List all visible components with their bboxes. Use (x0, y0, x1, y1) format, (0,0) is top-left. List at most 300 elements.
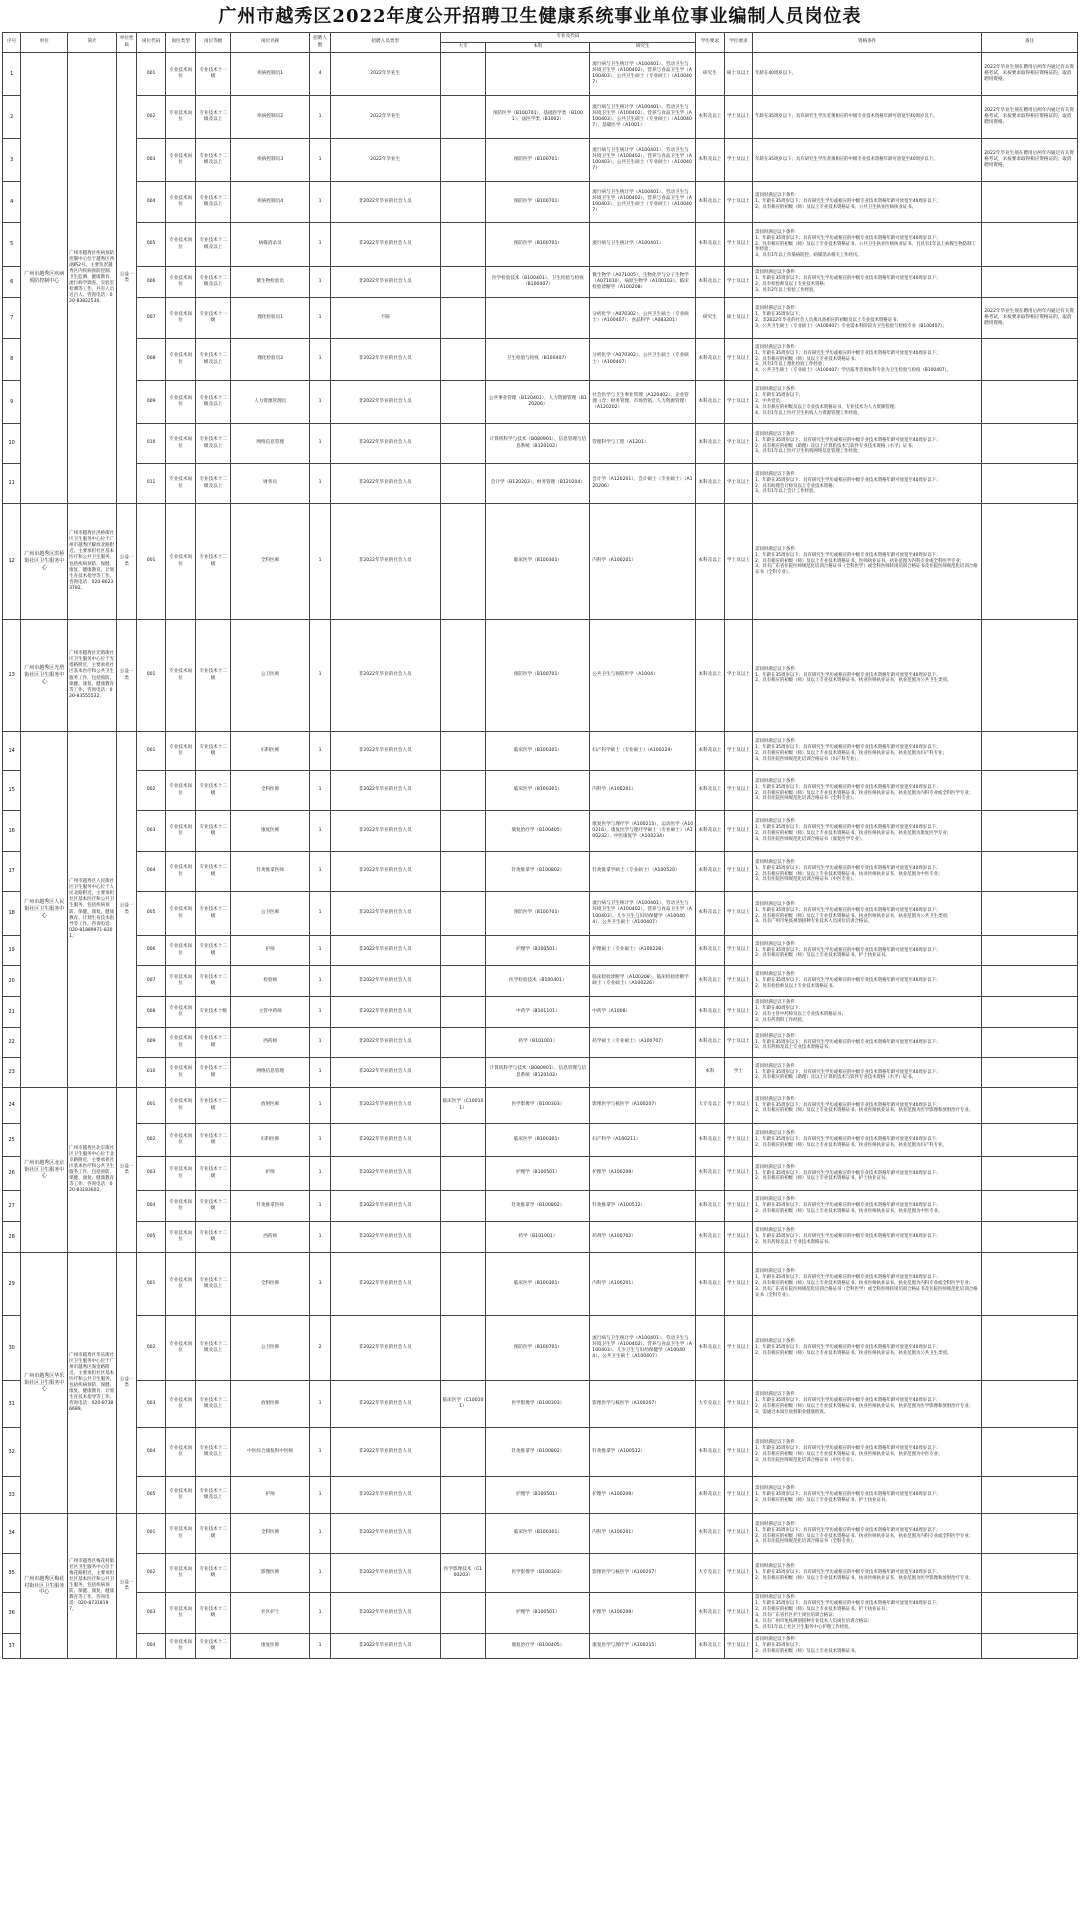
post-target: 非2022年毕业的社会人员 (330, 1157, 440, 1191)
major-benke: 会计学（B120203）、财务管理（B120204） (486, 464, 590, 504)
qualification-requirements: 需同时满足以下条件： 1、年龄在35周岁以下；具有研究生学历或相应的中级专业技术资格年龄可放宽至40周岁以下； 2、具有检验师及以上专业技术资格证书。 (753, 966, 982, 997)
post-type: 专业技术岗位 (165, 1514, 196, 1554)
row-seq: 27 (3, 1191, 21, 1222)
header-dazhuan: 大专 (440, 43, 486, 53)
qualification-requirements: 需同时满足以下条件： 1、年龄在35周岁以下；具有研究生学历或相应的中级专业技术资格年龄可放宽至40周岁以下； 2、具有药师及以上专业技术资格证书。 (753, 1222, 982, 1253)
edu-requirement: 本科及以上 (696, 811, 725, 852)
post-code: 001 (137, 1253, 166, 1316)
row-seq: 2 (3, 96, 21, 139)
post-count: 1 (310, 298, 330, 339)
post-name: 针灸推拿医师 (230, 1191, 309, 1222)
degree-requirement: 学士及以上 (724, 1088, 753, 1124)
post-level: 专业技术十二级及以上 (196, 464, 231, 504)
major-dazhuan (440, 504, 486, 620)
remarks: 2022年毕业生须在聘用后两年内通过有关资格考试，未按要求取得相应资格证的，取消聘用资格。 (982, 96, 1078, 139)
post-count: 1 (310, 223, 330, 267)
major-benke: 临床医学（B100301） (486, 1253, 590, 1316)
post-type: 专业技术岗位 (165, 852, 196, 892)
post-code: 002 (137, 771, 166, 811)
post-target: 非2022年毕业的社会人员 (330, 732, 440, 771)
post-type: 专业技术岗位 (165, 96, 196, 139)
qualification-requirements: 需同时满足以下条件： 1、年龄在35周岁以下；具有研究生学历或相应的中级专业技术资格年龄可放宽至40周岁以下； 2、具有相应的初级（师）及以上专业技术资格证书、执业医师执业证书，执业范围为公共卫生类别。 (753, 1316, 982, 1381)
degree-requirement: 学士及以上 (724, 182, 753, 223)
major-yanjiusheng: 流行病与卫生统计学（A100401）、劳动卫生与环境卫生学（A100402）、营养与食品卫生学（A100403）、公共卫生硕士（专业硕士）（A100407） (590, 182, 696, 223)
edu-requirement: 本科及以上 (696, 892, 725, 936)
major-benke: 药学（B101001） (486, 1222, 590, 1253)
post-target: 非2022年毕业的社会人员 (330, 1253, 440, 1316)
qualification-requirements: 需同时满足以下条件： 1、年龄在35周岁以下； 2、具有相应的初级（师）及以上专业技术资格证书。 (753, 1634, 982, 1659)
post-name: 疾病控制员2 (230, 96, 309, 139)
row-seq: 5 (3, 223, 21, 267)
table-row (3, 1381, 1078, 1428)
post-target: 2022年毕业生 (330, 139, 440, 182)
row-seq: 35 (3, 1554, 21, 1593)
post-code: 001 (137, 620, 166, 732)
major-benke: 预防医学（B100701） (486, 139, 590, 182)
post-count: 1 (310, 1554, 330, 1593)
table-row (3, 966, 1078, 997)
degree-requirement: 学士及以上 (724, 852, 753, 892)
post-name: 公卫医师 (230, 892, 309, 936)
post-level: 专业技术十二级 (196, 1191, 231, 1222)
post-code: 003 (137, 1593, 166, 1634)
post-name: 护师 (230, 1157, 309, 1191)
post-code: 010 (137, 1058, 166, 1088)
row-seq: 7 (3, 298, 21, 339)
row-seq: 6 (3, 267, 21, 298)
table-row (3, 1157, 1078, 1191)
post-target: 非2022年毕业的社会人员 (330, 1428, 440, 1477)
table-row (3, 892, 1078, 936)
header-requirements: 资格条件 (753, 33, 982, 53)
row-seq: 29 (3, 1253, 21, 1316)
post-target: 非2022年毕业的社会人员 (330, 267, 440, 298)
post-code: 005 (137, 892, 166, 936)
post-code: 003 (137, 139, 166, 182)
table-row (3, 852, 1078, 892)
major-benke: 医学影像学（B100303） (486, 1554, 590, 1593)
post-code: 004 (137, 1428, 166, 1477)
post-type: 专业技术岗位 (165, 1058, 196, 1088)
edu-requirement: 本科及以上 (696, 96, 725, 139)
post-name: 检验师 (230, 966, 309, 997)
post-count: 1 (310, 1088, 330, 1124)
post-target: 不限 (330, 298, 440, 339)
post-count: 1 (310, 1634, 330, 1659)
header-count: 招聘人数 (310, 33, 330, 53)
major-yanjiusheng: 流行病与卫生统计学（A100401）、劳动卫生与环境卫生学（A100402）、营养与食品卫生学（A100403）、儿少卫生与妇幼保健学（A100404）、公共卫生硕士（A100407） (590, 892, 696, 936)
major-yanjiusheng: 中药学（A1008） (590, 997, 696, 1028)
post-level: 专业技术十二级 (196, 892, 231, 936)
unit-nature: 公益一类 (116, 1253, 136, 1514)
post-type: 专业技术岗位 (165, 381, 196, 424)
degree-requirement: 学士及以上 (724, 1222, 753, 1253)
post-level: 专业技术十一级 (196, 53, 231, 96)
post-target: 非2022年毕业的社会人员 (330, 464, 440, 504)
row-seq: 34 (3, 1514, 21, 1554)
post-type: 专业技术岗位 (165, 53, 196, 96)
post-code: 011 (137, 464, 166, 504)
post-name: 理化检验员1 (230, 298, 309, 339)
row-seq: 18 (3, 892, 21, 936)
post-code: 008 (137, 339, 166, 381)
degree-requirement: 学士及以上 (724, 504, 753, 620)
post-count: 1 (310, 139, 330, 182)
degree-requirement: 学士及以上 (724, 1477, 753, 1514)
major-dazhuan (440, 1253, 486, 1316)
header-post-code: 岗位代码 (137, 33, 166, 53)
degree-requirement: 学士及以上 (724, 1316, 753, 1381)
post-type: 专业技术岗位 (165, 1088, 196, 1124)
row-seq: 33 (3, 1477, 21, 1514)
post-code: 001 (137, 1088, 166, 1124)
post-type: 专业技术岗位 (165, 1124, 196, 1157)
major-dazhuan (440, 464, 486, 504)
post-name: 全科医师 (230, 1253, 309, 1316)
major-dazhuan (440, 936, 486, 966)
major-dazhuan (440, 1316, 486, 1381)
major-dazhuan (440, 1124, 486, 1157)
table-row (3, 298, 1078, 339)
edu-requirement: 大专及以上 (696, 1554, 725, 1593)
major-benke: 药学（B101001） (486, 1028, 590, 1058)
post-name: 疾病控制员4 (230, 182, 309, 223)
major-benke: 预防医学（B100701）、基础医学类（B1001）、法医学类（B1002） (486, 96, 590, 139)
post-type: 专业技术岗位 (165, 936, 196, 966)
table-row (3, 1593, 1078, 1634)
table-row (3, 223, 1078, 267)
qualification-requirements: 需同时满足以下条件： 1、年龄在35周岁以下；具有研究生学历或相应的中级专业技术资格年龄可放宽至40周岁以下； 2、具有相应的初级（师）及以上专业技术资格证书、执业医师执业证书，执业范围为医学影像和放射治疗专业。 (753, 1088, 982, 1124)
post-level: 专业技术十二级及以上 (196, 182, 231, 223)
post-type: 专业技术岗位 (165, 771, 196, 811)
post-level: 专业技术十二级 (196, 966, 231, 997)
post-code: 004 (137, 1191, 166, 1222)
post-level: 专业技术十二级 (196, 732, 231, 771)
post-level: 专业技术十二级 (196, 1028, 231, 1058)
major-yanjiusheng: 护理学（A100209） (590, 1157, 696, 1191)
table-row (3, 1028, 1078, 1058)
table-row (3, 139, 1078, 182)
unit-intro: 广州市越秀区梅花村街社区卫生服务中心位于梅花路附近，主要承担社区基本医疗和公共卫生服务，包括疾病预防、保健、康复、健康教育等工作。咨询电话：020-87318197。 (68, 1514, 117, 1659)
major-yanjiusheng: 内科学（A100201） (590, 771, 696, 811)
qualification-requirements: 需同时满足以下条件： 1、年龄在35周岁以下；具有研究生学历或相应的中级专业技术资格年龄可放宽至40周岁以下； 2、具有相应的初级（师）及以上专业技术资格证书、执业医师执业证书，执业范围为内科专业或全科医学专业； 3、具有广东省住院医师规范化培训合格证书（全科医学）或全科医师转岗培训合格证书及住院医师规范化培训合格证书（全科专业）。 (753, 1253, 982, 1316)
post-level: 专业技术十二级及以上 (196, 1316, 231, 1381)
edu-requirement: 大专及以上 (696, 1088, 725, 1124)
major-dazhuan (440, 1514, 486, 1554)
post-code: 009 (137, 381, 166, 424)
post-target: 非2022年毕业的社会人员 (330, 1634, 440, 1659)
post-name: 中医综合康复科中医师 (230, 1428, 309, 1477)
qualification-requirements: 需同时满足以下条件： 1、年龄在35周岁以下；具有研究生学历或相应的中级专业技术资格年龄可放宽至40周岁以下； 2、具有相应的初级（师）及以上专业技术资格证书、公共卫生执业医师执业证书，且具有1年以上病媒生物防制工作经验； 3、具有1年以上传染病防控、病媒消杀相关工作经历。 (753, 223, 982, 267)
edu-requirement: 研究生 (696, 53, 725, 96)
qualification-requirements: 需同时满足以下条件： 1、年龄在35周岁以下；具有研究生学历或相应的中级专业技术资格年龄可放宽至40周岁以下； 2、具有相应的初级（师）及以上专业技术资格证书、护士执业证书。 (753, 936, 982, 966)
unit-intro: 广州市越秀区人民街社区卫生服务中心位于人民北路附近，主要承担社区基本医疗和公共卫生服务，包括疾病预防、保健、康复、健康教育、计划生育技术指导等工作。咨询电话：020-81889971-8301。 (68, 732, 117, 1088)
edu-requirement: 本科及以上 (696, 424, 725, 464)
major-dazhuan (440, 1428, 486, 1477)
post-target: 非2022年毕业的社会人员 (330, 620, 440, 732)
post-target: 非2022年毕业的社会人员 (330, 1058, 440, 1088)
post-level: 专业技术十级 (196, 997, 231, 1028)
header-post-type: 岗位类型 (165, 33, 196, 53)
edu-requirement: 本科及以上 (696, 139, 725, 182)
edu-requirement: 本科及以上 (696, 504, 725, 620)
post-code: 001 (137, 53, 166, 96)
post-target: 非2022年毕业的社会人员 (330, 852, 440, 892)
post-code: 002 (137, 1554, 166, 1593)
post-name: 妇科医师 (230, 732, 309, 771)
post-level: 专业技术十二级 (196, 936, 231, 966)
post-code: 004 (137, 182, 166, 223)
post-code: 001 (137, 1514, 166, 1554)
major-yanjiusheng: 公共卫生与预防医学（A1004） (590, 620, 696, 732)
remarks (982, 504, 1078, 620)
post-target: 非2022年毕业的社会人员 (330, 1222, 440, 1253)
major-dazhuan (440, 771, 486, 811)
post-type: 专业技术岗位 (165, 1028, 196, 1058)
major-dazhuan (440, 1477, 486, 1514)
post-type: 专业技术岗位 (165, 811, 196, 852)
post-name: 全科医师 (230, 771, 309, 811)
remarks (982, 1222, 1078, 1253)
degree-requirement: 学士及以上 (724, 936, 753, 966)
post-name: 放射医师 (230, 1381, 309, 1428)
post-code: 006 (137, 267, 166, 298)
post-level: 专业技术十二级 (196, 1222, 231, 1253)
degree-requirement: 学士及以上 (724, 96, 753, 139)
unit-name: 广州市越秀区华乐街社区卫生服务中心 (21, 1253, 68, 1514)
post-target: 非2022年毕业的社会人员 (330, 1381, 440, 1428)
post-count: 1 (310, 892, 330, 936)
post-name: 公卫医师 (230, 620, 309, 732)
post-name: 妇科医师 (230, 1124, 309, 1157)
table-row (3, 1634, 1078, 1659)
remarks (982, 223, 1078, 267)
edu-requirement: 本科及以上 (696, 1514, 725, 1554)
post-level: 专业技术十二级 (196, 1058, 231, 1088)
post-count: 1 (310, 267, 330, 298)
header-yanjiusheng: 研究生 (590, 43, 696, 53)
unit-nature: 公益一类 (116, 504, 136, 620)
header-major-group: 专业及代码 (440, 33, 695, 43)
qualification-requirements: 需同时满足以下条件： 1、年龄在35周岁以下；具有研究生学历或相应的中级专业技术资格年龄可放宽至40周岁以下； 2、具有检验师及以上专业技术资格； 3、具有2年以上检验工作经验。 (753, 267, 982, 298)
post-count: 1 (310, 381, 330, 424)
post-code: 001 (137, 504, 166, 620)
major-yanjiusheng: 康复医学与理疗学（A100215） (590, 1634, 696, 1659)
post-type: 专业技术岗位 (165, 1157, 196, 1191)
degree-requirement: 学士及以上 (724, 1124, 753, 1157)
degree-requirement: 学士及以上 (724, 339, 753, 381)
post-name: 疾病控制员3 (230, 139, 309, 182)
post-count: 1 (310, 96, 330, 139)
major-yanjiusheng: 妇产科学硕士（专业硕士）（A100229） (590, 732, 696, 771)
post-name: 西药师 (230, 1028, 309, 1058)
table-row (3, 339, 1078, 381)
unit-nature: 公益一类 (116, 1088, 136, 1253)
header-seq: 序号 (3, 33, 21, 53)
post-level: 专业技术十二级及以上 (196, 381, 231, 424)
document-title: 广州市越秀区2022年度公开招聘卫生健康系统事业单位事业编制人员岗位表 (218, 6, 862, 27)
post-count: 1 (310, 1381, 330, 1428)
major-yanjiusheng: 影像医学与核医学（A100207） (590, 1088, 696, 1124)
unit-intro: 广州市越秀区北京街社区卫生服务中心位于北京路附近，主要承担社区基本医疗和公共卫生服务工作，包括预防、保健、康复、健康教育等工作。咨询电话：020-83183602。 (68, 1088, 117, 1253)
post-type: 专业技术岗位 (165, 464, 196, 504)
row-seq: 36 (3, 1593, 21, 1634)
remarks (982, 1157, 1078, 1191)
qualification-requirements: 年龄在35周岁以下；具有研究生学历者须相应的中级专业技术资格年龄可放宽至40周岁以下。 (753, 96, 982, 139)
qualification-requirements: 需同时满足以下条件： 1、年龄在35周岁以下；具有研究生学历或相应的中级专业技术资格年龄可放宽至40周岁以下； 2、具有相应的初级（师）及以上专业技术资格证书、执业医师执业证书，执业范围为医学影像和放射治疗专业。 (753, 1554, 982, 1593)
row-seq: 20 (3, 966, 21, 997)
post-code: 003 (137, 1381, 166, 1428)
major-benke: 医学检验技术（B100401） (486, 966, 590, 997)
post-target: 非2022年毕业的社会人员 (330, 339, 440, 381)
major-benke: 医学影像学（B100303） (486, 1088, 590, 1124)
major-benke: 临床医学（B100301） (486, 504, 590, 620)
post-type: 专业技术岗位 (165, 504, 196, 620)
header-intro: 简介 (68, 33, 117, 53)
post-level: 专业技术十二级 (196, 811, 231, 852)
post-target: 非2022年毕业的社会人员 (330, 771, 440, 811)
row-seq: 31 (3, 1381, 21, 1428)
degree-requirement: 学士及以上 (724, 1191, 753, 1222)
remarks (982, 1253, 1078, 1316)
row-seq: 17 (3, 852, 21, 892)
qualification-requirements: 需同时满足以下条件： 1、年龄在35周岁以下； 2、中共党员； 3、具有相应的初级及以上专业技术资格证书，专业技术为人力资源管理； 4、具有1年以上医疗卫生机构人力资源管理工作经验。 (753, 381, 982, 424)
major-yanjiusheng: 流行病与卫生统计学（A100401）、劳动卫生与环境卫生学（A100402）、营养与食品卫生学（A100403）、儿少卫生与妇幼保健学（A100404）、公共卫生硕士（A100407） (590, 1316, 696, 1381)
post-target: 非2022年毕业的社会人员 (330, 1088, 440, 1124)
row-seq: 14 (3, 732, 21, 771)
major-yanjiusheng: 流行病与卫生统计学（A100401）、劳动卫生与环境卫生学（A100402）、营养与食品卫生学（A100403）、公共卫生硕士（专业硕士）（A100407） (590, 53, 696, 96)
edu-requirement: 本科及以上 (696, 936, 725, 966)
post-count: 1 (310, 1028, 330, 1058)
post-type: 专业技术岗位 (165, 223, 196, 267)
qualification-requirements: 需同时满足以下条件： 1、年龄在35周岁以下；具有研究生学历或相应的中级专业技术资格年龄可放宽至40周岁以下； 2、具有药师及以上专业技术资格证书。 (753, 1028, 982, 1058)
major-benke: 临床医学（B100301） (486, 1124, 590, 1157)
post-target: 非2022年毕业的社会人员 (330, 381, 440, 424)
major-yanjiusheng: 流行病与卫生统计学（A100401）、劳动卫生与环境卫生学（A100402）、营养与食品卫生学（A100403）、公共卫生硕士（专业硕士）（A100407）、基础医学（A1001） (590, 96, 696, 139)
degree-requirement: 学士及以上 (724, 464, 753, 504)
remarks (982, 182, 1078, 223)
post-name: 网络信息管理 (230, 1058, 309, 1088)
post-target: 非2022年毕业的社会人员 (330, 1316, 440, 1381)
major-dazhuan (440, 53, 486, 96)
post-name: 放射医师 (230, 1088, 309, 1124)
post-code: 003 (137, 1157, 166, 1191)
major-benke: 护理学（B100501） (486, 936, 590, 966)
major-dazhuan (440, 1191, 486, 1222)
qualification-requirements: 需同时满足以下条件： 1、年龄在35周岁以下；具有研究生学历或相应的中级专业技术资格年龄可放宽至40周岁以下； 2、具有相应的初级（师）及以上专业技术资格证书、护士执业证书。 (753, 1157, 982, 1191)
post-level: 专业技术十二级 (196, 1157, 231, 1191)
edu-requirement: 本科及以上 (696, 223, 725, 267)
post-count: 1 (310, 1191, 330, 1222)
qualification-requirements: 需同时满足以下条件： 1、年龄在35周岁以下；具有研究生学历或相应的中级专业技术资格年龄可放宽至40周岁以下； 2、具有相应的初级（师）及以上专业技术资格证书、执业医师执业证书，执业范围为医学影像和放射治疗专业； 3、需通过本岗位放射职业健康检查。 (753, 1381, 982, 1428)
major-yanjiusheng: 内科学（A100201） (590, 504, 696, 620)
major-yanjiusheng: 流行病与卫生统计学（A100401）、劳动卫生与环境卫生学（A100402）、营养与食品卫生学（A100403）、公共卫生硕士（专业硕士）（A100407） (590, 139, 696, 182)
row-seq: 26 (3, 1157, 21, 1191)
remarks (982, 424, 1078, 464)
post-count: 1 (310, 464, 330, 504)
row-seq: 32 (3, 1428, 21, 1477)
post-target: 非2022年毕业的社会人员 (330, 1028, 440, 1058)
post-code: 006 (137, 936, 166, 966)
post-type: 专业技术岗位 (165, 966, 196, 997)
major-dazhuan (440, 997, 486, 1028)
table-row (3, 504, 1078, 620)
degree-requirement: 学士及以上 (724, 1428, 753, 1477)
qualification-requirements: 需同时满足以下条件： 1、年龄在35周岁以下；具有研究生学历或相应的中级专业技术资格年龄可放宽至40周岁以下； 2、具有相应的初级（师）及以上专业技术资格证书、执业医师执业证书，执业范围为内科专业或全科医学专业； 3、具有住院医师规范化培训合格证书（全科专业）。 (753, 1514, 982, 1554)
major-benke: 护理学（B100501） (486, 1477, 590, 1514)
post-type: 专业技术岗位 (165, 732, 196, 771)
major-dazhuan (440, 620, 486, 732)
major-benke: 卫生检验与检疫（B100407） (486, 339, 590, 381)
qualification-requirements: 年龄在40周岁以下。 (753, 53, 982, 96)
table-row (3, 1124, 1078, 1157)
remarks (982, 1428, 1078, 1477)
post-level: 专业技术十二级 (196, 852, 231, 892)
post-name: 主管中药师 (230, 997, 309, 1028)
qualification-requirements: 需同时满足以下条件： 1、年龄在35周岁以下；具有研究生学历或相应的中级专业技术资格年龄可放宽至40周岁以下； 2、具有助理会计师及以上专业技术资格； 3、具有1年以上会计工作经验。 (753, 464, 982, 504)
edu-requirement: 本科及以上 (696, 852, 725, 892)
post-name: 影像医师 (230, 1554, 309, 1593)
post-level: 专业技术十二级 (196, 771, 231, 811)
remarks (982, 381, 1078, 424)
major-dazhuan (440, 424, 486, 464)
row-seq: 9 (3, 381, 21, 424)
degree-requirement: 硕士及以上 (724, 53, 753, 96)
unit-nature: 公益一类 (116, 53, 136, 504)
major-benke (486, 298, 590, 339)
post-count: 1 (310, 1157, 330, 1191)
qualification-requirements: 需同时满足以下条件： 1、年龄在40周岁以下； 2、具有主管中药师及以上专业技术资格证书； 3、具有药剂科工作经验。 (753, 997, 982, 1028)
remarks (982, 771, 1078, 811)
table-row (3, 1222, 1078, 1253)
degree-requirement: 学士及以上 (724, 620, 753, 732)
major-dazhuan (440, 966, 486, 997)
major-dazhuan (440, 811, 486, 852)
edu-requirement: 本科及以上 (696, 464, 725, 504)
unit-intro: 广州市越秀区光塔街社区卫生服务中心位于光塔路附近，主要承担社区基本医疗和公共卫生服务工作，包括预防、保健、康复、健康教育等工作。咨询电话：020-83555532。 (68, 620, 117, 732)
post-code: 007 (137, 298, 166, 339)
major-dazhuan (440, 1028, 486, 1058)
unit-intro: 广州市越秀区疾病预防控制中心位于越秀区西湖路2号。主要负责越秀区内疾病预防控制、卫生监测、健康教育、流行病学调查、实验室检测等工作。共有人员近百人。咨询电话：020-83822530。 (68, 53, 117, 504)
post-level: 专业技术十二级 (196, 1124, 231, 1157)
post-target: 非2022年毕业的社会人员 (330, 997, 440, 1028)
table-row (3, 732, 1078, 771)
post-count: 1 (310, 732, 330, 771)
remarks (982, 966, 1078, 997)
major-dazhuan (440, 223, 486, 267)
major-dazhuan (440, 1593, 486, 1634)
post-count: 1 (310, 936, 330, 966)
post-type: 专业技术岗位 (165, 298, 196, 339)
major-dazhuan (440, 139, 486, 182)
major-dazhuan (440, 732, 486, 771)
post-code: 002 (137, 96, 166, 139)
table-row (3, 936, 1078, 966)
row-seq: 28 (3, 1222, 21, 1253)
degree-requirement: 学士及以上 (724, 223, 753, 267)
post-name: 西药师 (230, 1222, 309, 1253)
post-type: 专业技术岗位 (165, 182, 196, 223)
qualification-requirements: 需同时满足以下条件： 1、年龄在35周岁以下；具有研究生学历或相应的中级专业技术资格年龄可放宽至40周岁以下； 2、具有相应的初级（师）及以上专业技术资格证书、执业医师执业证书，执业范围为妇产科专业； 3、具有住院医师规范化培训合格证书（妇产科专业）。 (753, 732, 982, 771)
remarks (982, 1028, 1078, 1058)
post-code: 008 (137, 997, 166, 1028)
post-table-body (3, 53, 1078, 1659)
major-benke: 医学影像学（B100303） (486, 1381, 590, 1428)
qualification-requirements: 需同时满足以下条件： 1、年龄在35周岁以下； 2、非2022年毕业的社会人员须具备相应的初级及以上专业技术资格证书； 3、公共卫生硕士（专业硕士）（A100407）专业需本科阶段为卫生检验与检疫专业（B100407）。 (753, 298, 982, 339)
remarks (982, 1191, 1078, 1222)
major-yanjiusheng: 护理学（A100209） (590, 1593, 696, 1634)
edu-requirement: 本科及以上 (696, 1634, 725, 1659)
